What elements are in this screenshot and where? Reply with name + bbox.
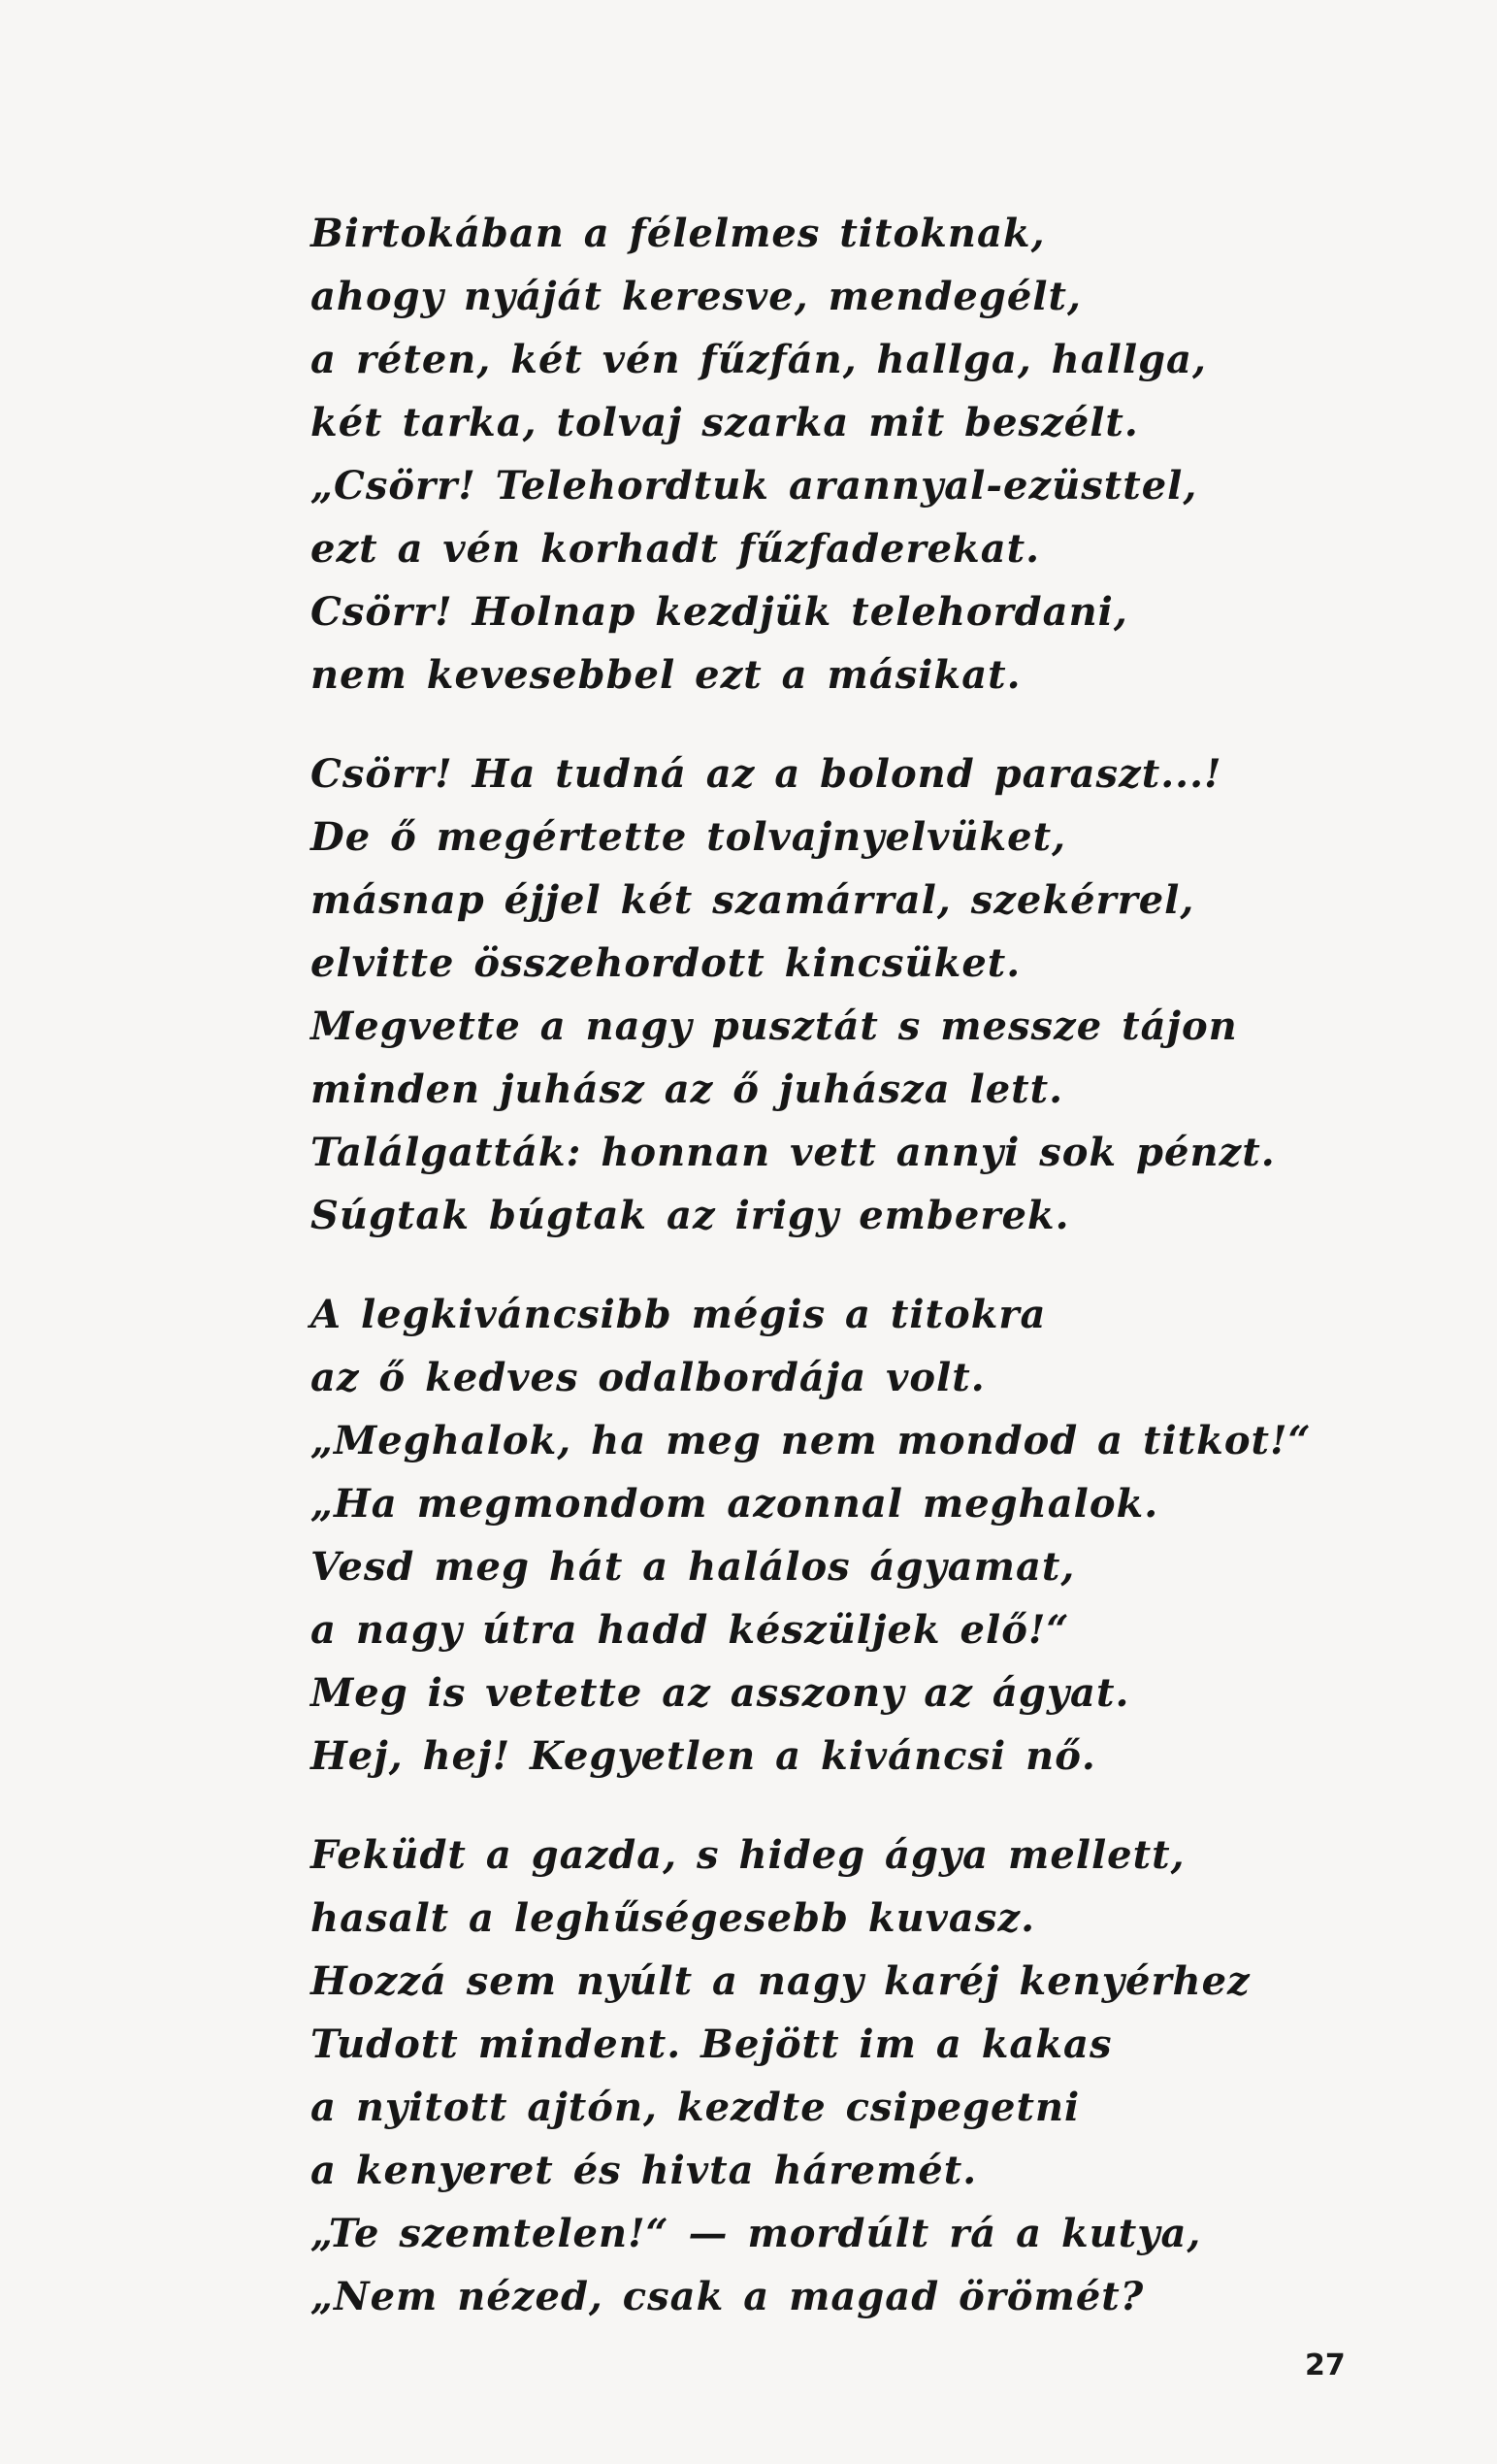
stanza-4 (310, 1823, 1281, 2328)
poem-line: „Meghalok, ha meg nem mondod a titkot!“ (310, 1418, 1312, 1463)
poem-line: nem kevesebbel ezt a másikat. (310, 652, 1022, 698)
poem-line: ezt a vén korhadt fűzfaderekat. (310, 526, 1041, 572)
stanza-3 (310, 1283, 1312, 1788)
poem-line: Feküdt a gazda, s hideg ágya mellett, (310, 1832, 1186, 1878)
poem-line: „Ha megmondom azonnal meghalok. (310, 1481, 1159, 1527)
stanza-1 (310, 202, 1281, 706)
poem-line: másnap éjjel két szamárral, szekérrel, (310, 877, 1195, 923)
poem-line: a nyitott ajtón, kezdte csipegetni (310, 2085, 1081, 2130)
poem-line: Hej, hej! Kegyetlen a kiváncsi nő. (310, 1733, 1096, 1779)
poem-line: elvitte összehordott kincsüket. (310, 940, 1022, 986)
poem-line: a réten, két vén fűzfán, hallga, hallga, (310, 337, 1207, 382)
page-number: 27 (1305, 2349, 1346, 2382)
poem-line: De ő megértette tolvajnyelvüket, (310, 814, 1067, 860)
poem-line: Megvette a nagy pusztát s messze tájon (310, 1003, 1238, 1049)
poem-line: hasalt a leghűségesebb kuvasz. (310, 1895, 1035, 1941)
poem-text (310, 202, 1312, 2364)
poem-line: Vesd meg hát a halálos ágyamat, (310, 1544, 1076, 1590)
poem-line: A legkiváncsibb mégis a titokra (310, 1292, 1047, 1337)
poem-line: ahogy nyáját keresve, mendegélt, (310, 274, 1082, 319)
poem-line: „Nem nézed, csak a magad örömét? (310, 2274, 1145, 2319)
poem-line: „Csörr! Telehordtuk arannyal-ezüsttel, (310, 463, 1198, 509)
poem-line: a kenyeret és hivta háremét. (310, 2148, 978, 2193)
poem-line: Súgtak búgtak az irigy emberek. (310, 1193, 1070, 1238)
poem-line: Csörr! Holnap kezdjük telehordani, (310, 589, 1128, 635)
poem-line: Tudott mindent. Bejött im a kakas (310, 2021, 1113, 2067)
poem-line: Hozzá sem nyúlt a nagy karéj kenyérhez (310, 1958, 1251, 2004)
stanza-2 (310, 742, 1281, 1247)
poem-line: két tarka, tolvaj szarka mit beszélt. (310, 400, 1139, 445)
poem-line: „Te szemtelen!“ — mordúlt rá a kutya, (310, 2211, 1202, 2256)
poem-line: Csörr! Ha tudná az a bolond paraszt...! (310, 751, 1222, 797)
poem-line: az ő kedves odalbordája volt. (310, 1355, 986, 1400)
poem-line: Birtokában a félelmes titoknak, (310, 211, 1046, 256)
poem-line: Találgatták: honnan vett annyi sok pénzt. (310, 1130, 1276, 1175)
poem-line: a nagy útra hadd készüljek elő!“ (310, 1607, 1070, 1653)
poem-line: minden juhász az ő juhásza lett. (310, 1067, 1064, 1112)
poem-line: Meg is vetette az asszony az ágyat. (310, 1670, 1130, 1716)
